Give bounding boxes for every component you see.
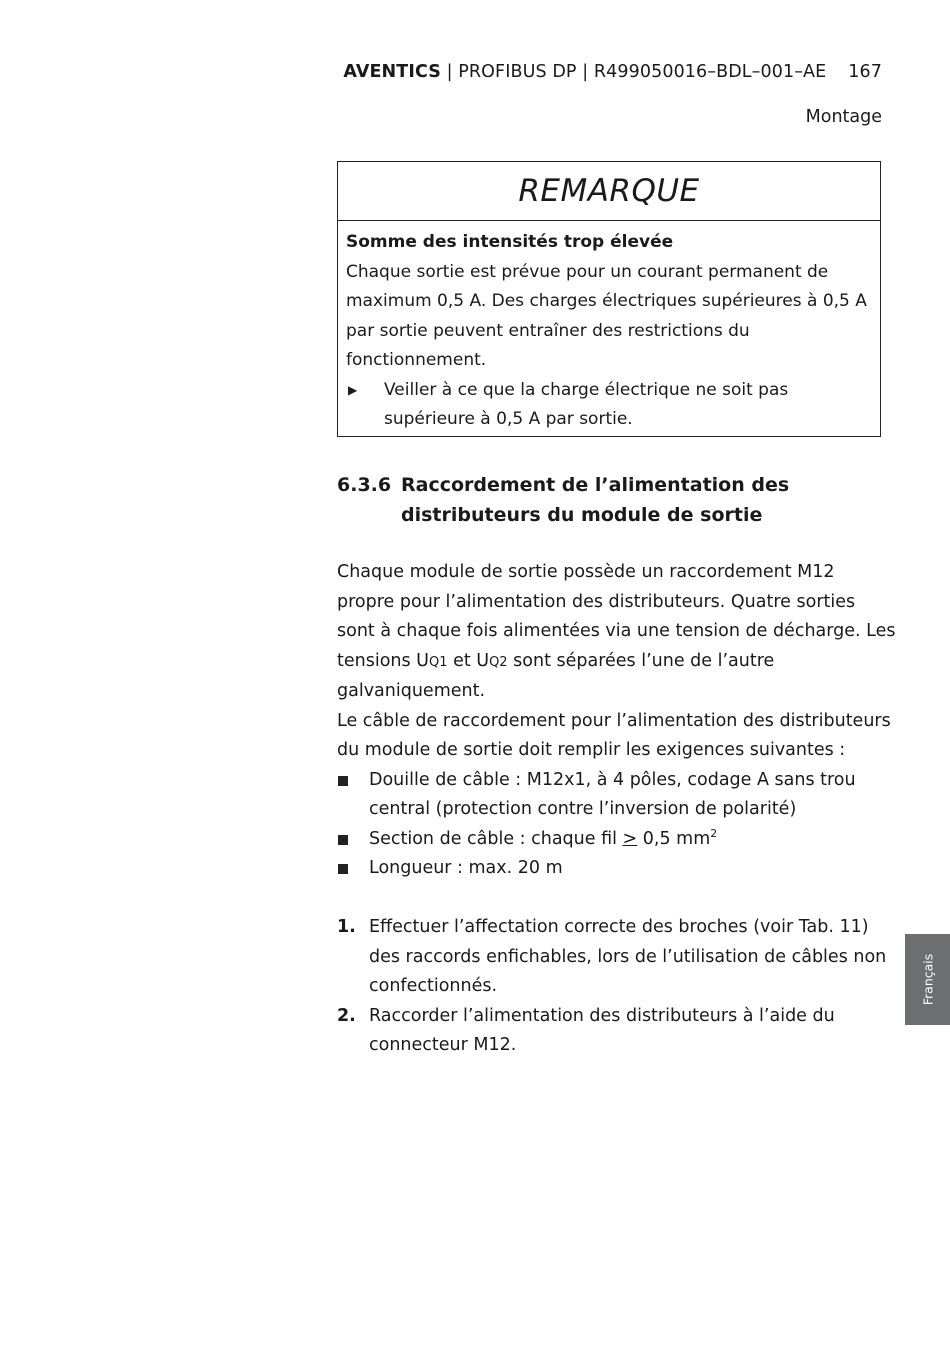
subscript-q2: Q2: [489, 654, 508, 670]
paragraph-intro: [337, 558, 897, 707]
text-run: et U: [447, 650, 490, 671]
running-header: [343, 62, 882, 82]
list-item: [337, 825, 897, 855]
square-bullet-icon: [337, 854, 369, 884]
language-tab: [905, 934, 950, 1025]
brand-name: AVENTICS: [343, 62, 441, 82]
text-run: 0,5 mm: [637, 828, 711, 849]
notice-title: Somme des intensités trop élevée: [346, 232, 674, 252]
step-text: Raccorder l’alimentation des distributeurs à l’aide du connecteur M12.: [369, 1005, 835, 1055]
body-content: [337, 558, 897, 1061]
paragraph-requirements: Le câble de raccordement pour l’alimentation des distributeurs du module de sortie doit remplir les exigences suivantes :: [337, 710, 891, 760]
spacer: [337, 884, 897, 914]
step-item: [337, 1002, 897, 1061]
language-label: Français: [920, 953, 935, 1006]
page-number: 167: [848, 62, 882, 82]
chapter-title: Montage: [805, 107, 882, 127]
step-text: Effectuer l’affectation correcte des broches (voir Tab. 11) des raccords enfichables, lors de l’utilisation de câbles non confectionnés.: [369, 917, 887, 996]
greater-equal-symbol: >: [622, 828, 638, 849]
list-item: [337, 854, 897, 884]
notice-action-text: Veiller à ce que la charge électrique ne soit pas supérieure à 0,5 A par sortie.: [384, 379, 789, 429]
bullet-text: Douille de câble : M12x1, à 4 pôles, codage A sans trou central (protection contre l’inversion de polarité): [369, 769, 856, 819]
text-run: sont séparées l’une de l’autre galvaniquement.: [337, 650, 775, 701]
square-bullet-icon: [337, 766, 369, 825]
square-bullet-icon: [337, 825, 369, 855]
notice-action: [346, 376, 872, 435]
text-run: Chaque module de sortie possède un raccordement M12 propre pour l’alimentation des distributeurs. Quatre sorties sont à chaque fois alimentées via une tension de décharge. Les tensions U: [337, 562, 896, 671]
bullet-text: [369, 825, 717, 855]
section-title: Raccordement de l’alimentation des distributeurs du module de sortie: [401, 474, 790, 526]
superscript: 2: [710, 826, 718, 840]
notice-text: Chaque sortie est prévue pour un courant permanent de maximum 0,5 A. Des charges électriques supérieures à 0,5 A par sortie peuvent entraîner des restrictions du fonctionnement.: [346, 261, 867, 370]
section-number: 6.3.6: [337, 474, 392, 496]
section-heading: [337, 470, 897, 530]
step-item: [337, 913, 897, 1002]
step-number: 2.: [337, 1005, 356, 1026]
notice-body: [338, 221, 880, 435]
step-number: 1.: [337, 917, 356, 937]
text-run: Section de câble : chaque fil: [369, 828, 623, 849]
notice-box: [337, 161, 881, 437]
triangle-right-icon: ▶: [348, 382, 358, 397]
notice-heading: REMARQUE: [338, 162, 880, 221]
bullet-text: Longueur : max. 20 m: [369, 858, 563, 878]
list-item: [337, 766, 897, 825]
document-reference: | PROFIBUS DP | R499050016–BDL–001–AE: [440, 62, 827, 82]
subscript-q1: Q1: [429, 654, 448, 670]
